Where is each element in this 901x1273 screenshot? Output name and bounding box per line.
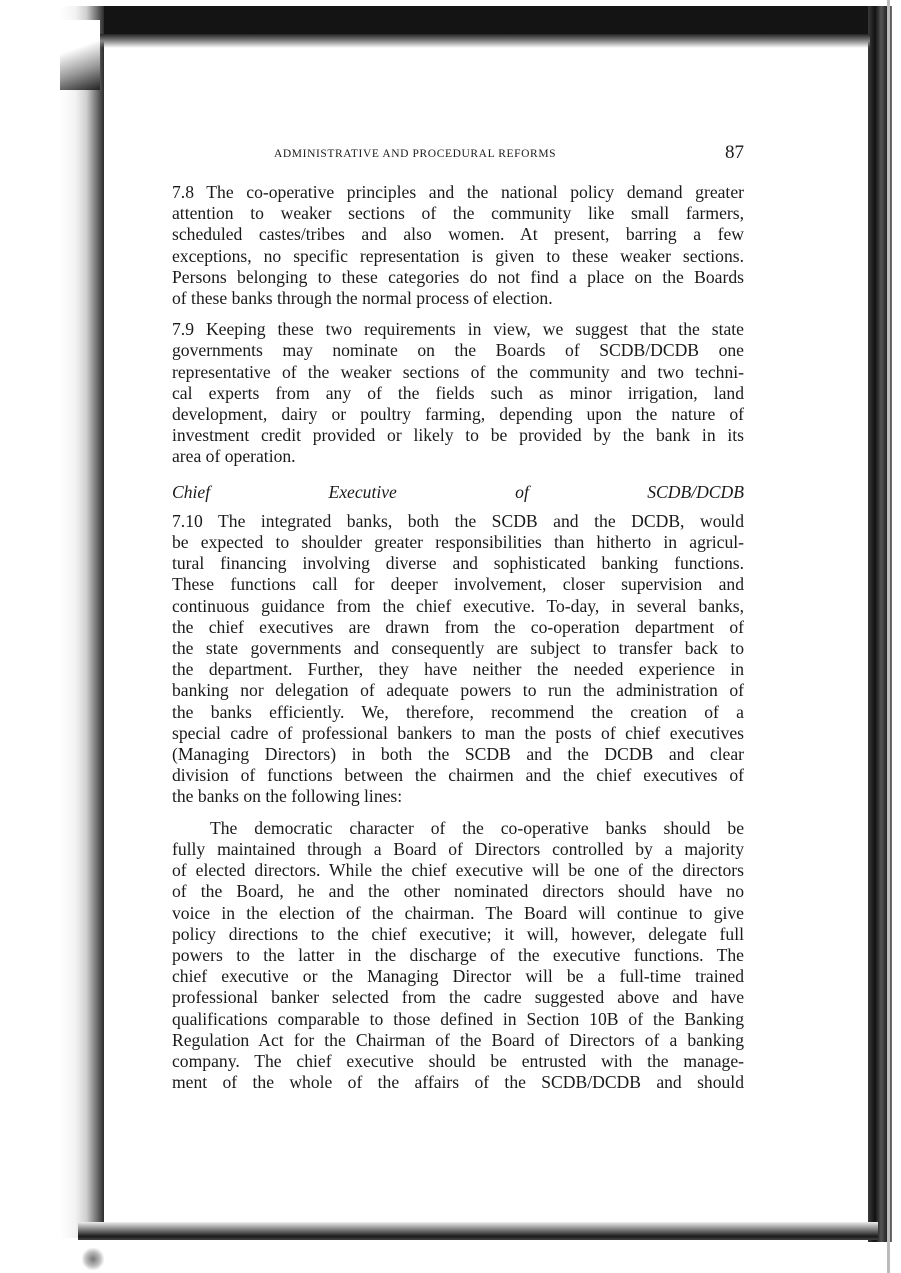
text-line: investment credit provided or likely to be provided by the bank in its: [172, 425, 744, 446]
text-line: development, dairy or poultry farming, depending upon the nature of: [172, 404, 744, 425]
text-line: company. The chief executive should be entrusted with the manage-: [172, 1050, 744, 1071]
text-line: voice in the election of the chairman. The Board will continue to give: [172, 902, 744, 923]
text-line: tural financing involving diverse and sophisticated banking functions.: [172, 553, 744, 574]
text-line: 7.8 The co-operative principles and the national policy demand greater: [172, 182, 744, 202]
text-line: representative of the weaker sections of the community and two techni-: [172, 361, 744, 382]
text-line: the state governments and consequently are subject to transfer back to: [172, 638, 744, 659]
text-line: qualifications comparable to those defined in Section 10B of the Banking: [172, 1008, 744, 1029]
text-line: 7.9 Keeping these two requirements in view, we suggest that the state: [172, 319, 744, 340]
scan-edge-line: [887, 0, 890, 1273]
scan-page-curl: [60, 20, 100, 90]
text-line: the chief executives are drawn from the co-operation department of: [172, 616, 744, 637]
text-line: governments may nominate on the Boards of SCDB/DCDB one: [172, 340, 744, 361]
text-line: These functions call for deeper involvement, closer supervision and: [172, 574, 744, 595]
text-line: Regulation Act for the Chairman of the Board of Directors of a banking: [172, 1029, 744, 1050]
text-line: the banks efficiently. We, therefore, recommend the creation of a: [172, 701, 744, 722]
text-line: of the Board, he and the other nominated directors should have no: [172, 881, 744, 902]
text-line: division of functions between the chairmen and the chief executives of: [172, 765, 744, 786]
text-line: continuous guidance from the chief executive. To-day, in several banks,: [172, 595, 744, 616]
paragraph-7-9: [172, 319, 744, 467]
text-line: cal experts from any of the fields such as minor irrigation, land: [172, 382, 744, 403]
scan-inner-shadow: [100, 34, 870, 48]
book-page: [172, 140, 744, 1093]
scan-border-left: [60, 6, 104, 1238]
text-line: attention to weaker sections of the community like small farmers,: [172, 203, 744, 224]
running-title: ADMINISTRATIVE AND PROCEDURAL REFORMS: [274, 148, 557, 160]
text-line: The democratic character of the co-operative banks should be: [210, 817, 744, 838]
page-header: [172, 140, 744, 170]
text-line: the banks on the following lines:: [172, 786, 403, 807]
text-line: professional banker selected from the cadre suggested above and have: [172, 987, 744, 1008]
text-line: special cadre of professional bankers to man the posts of chief executives: [172, 722, 744, 743]
text-line: powers to the latter in the discharge of the executive functions. The: [172, 944, 744, 965]
paragraph-democratic-character: [172, 818, 744, 1094]
text-line: ment of the whole of the affairs of the SCDB/DCDB and should: [172, 1072, 744, 1093]
text-line: area of operation.: [172, 446, 296, 467]
text-line: be expected to shoulder greater responsibilities than hitherto in agricul-: [172, 532, 744, 553]
text-line: of elected directors. While the chief executive will be one of the directors: [172, 860, 744, 881]
text-line: 7.10 The integrated banks, both the SCDB and the DCDB, would: [172, 510, 744, 531]
section-heading: Chief Executive of SCDB/DCDB: [172, 481, 744, 502]
text-line: of these banks through the normal process of election.: [172, 288, 553, 309]
text-line: the department. Further, they have neither the needed experience in: [172, 659, 744, 680]
text-line: policy directions to the chief executive; it will, however, delegate full: [172, 923, 744, 944]
paragraph-7-8: [172, 182, 744, 309]
scan-border-bottom: [78, 1222, 878, 1240]
text-line: fully maintained through a Board of Directors controlled by a majority: [172, 838, 744, 859]
text-line: scheduled castes/tribes and also women. At present, barring a few: [172, 224, 744, 245]
paragraph-7-10: [172, 511, 744, 808]
page-number: 87: [725, 142, 744, 163]
text-line: chief executive or the Managing Director will be a full-time trained: [172, 966, 744, 987]
scan-border-top: [60, 6, 890, 36]
text-line: exceptions, no specific representation is given to these weaker sections.: [172, 245, 744, 266]
text-line: Persons belonging to these categories do not find a place on the Boards: [172, 266, 744, 287]
text-line: banking nor delegation of adequate powers to run the administration of: [172, 680, 744, 701]
scan-speck: [82, 1248, 104, 1270]
text-line: (Managing Directors) in both the SCDB and the DCDB and clear: [172, 744, 744, 765]
